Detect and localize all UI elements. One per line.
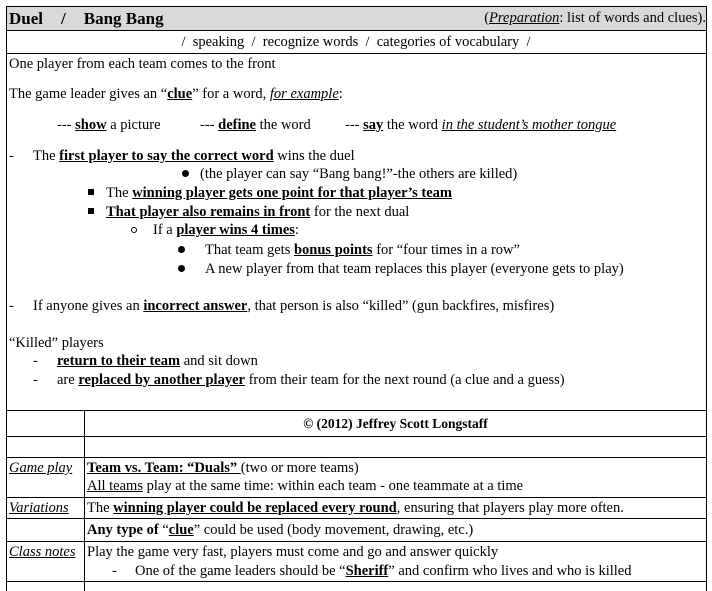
title-separator: / (61, 9, 66, 28)
table-column-divider (84, 410, 85, 591)
point-line: The winning player gets one point for that player’s team (106, 185, 452, 201)
table-border-right (706, 6, 707, 591)
preparation-label: Preparation (489, 10, 560, 26)
bullet-dot-icon (178, 246, 185, 253)
table-line (6, 518, 707, 519)
clue-line: The game leader gives an “clue” for a word, for example: (9, 86, 343, 102)
bullet-ring-icon (131, 227, 137, 233)
variation-line-1: The winning player could be replaced every round, ensuring that players play more often. (87, 500, 624, 516)
bonus-line: That team gets bonus points for “four times in a row” (205, 242, 520, 258)
remain-line: That player also remains in front for the next dual (106, 204, 410, 220)
table-line (6, 541, 707, 542)
bullet-dot-icon (182, 170, 189, 177)
intro-line: One player from each team comes to the front (9, 56, 276, 72)
table-line (6, 581, 707, 582)
four-wins-line: If a player wins 4 times: (153, 222, 299, 238)
clue-term: clue (167, 86, 193, 102)
killed-replaced-line: are replaced by another player from their team for the next round (a clue and a guess) (57, 372, 565, 388)
option-say: --- say the word in the student’s mother tongue (345, 117, 617, 133)
killed-heading: “Killed” players (9, 335, 104, 351)
option-define: --- define the word (200, 117, 311, 133)
notes-line-2: One of the game leaders should be “Sheriff” and confirm who lives and who is killed (135, 563, 632, 579)
table-line (6, 457, 707, 458)
example-term: for example (269, 86, 339, 102)
bang-bang-note: (the player can say “Bang bang!”-the others are killed) (200, 166, 518, 182)
bullet-square-icon (88, 189, 94, 195)
killed-dash: - (33, 353, 38, 369)
variation-line-2: Any type of “clue” could be used (body movement, drawing, etc.) (87, 522, 474, 538)
bullet-dot-icon (178, 265, 185, 272)
table-border-top (6, 6, 707, 7)
rule-first-player: The first player to say the correct word wins the duel (33, 148, 355, 164)
incorrect-answer-line: If anyone gives an incorrect answer, that person is also “killed” (gun backfires, misfires) (33, 298, 555, 314)
gameplay-line-1: Team vs. Team: “Duals” (two or more teams) (87, 460, 359, 476)
preparation-note: (Preparation: list of words and clues). (484, 10, 706, 26)
table-line (6, 53, 707, 54)
bullet-square-icon (88, 208, 94, 214)
copyright: © (2012) Jeffrey Scott Longstaff (303, 416, 488, 431)
table-line (6, 30, 707, 31)
rule-dash: - (9, 148, 14, 164)
title-alt-name: Bang Bang (83, 9, 164, 28)
notes-dash: - (112, 563, 117, 579)
row-label-game-play: Game play (9, 460, 73, 476)
skills-line: / speaking / recognize words / categories of vocabulary / (181, 34, 531, 50)
rule-dash: - (9, 298, 14, 314)
killed-dash: - (33, 372, 38, 388)
table-border-left (6, 6, 7, 591)
gameplay-line-2: All teams play at the same time: within each team - one teammate at a time (87, 478, 524, 494)
page-title (9, 9, 164, 29)
row-label-variations: Variations (9, 500, 69, 516)
row-label-class-notes: Class notes (9, 544, 76, 560)
title-name: Duel (9, 9, 43, 28)
killed-return-line: return to their team and sit down (57, 353, 258, 369)
option-show: --- show a picture (57, 117, 161, 133)
new-player-line: A new player from that team replaces this player (everyone gets to play) (205, 261, 624, 277)
table-line (6, 497, 707, 498)
table-line (6, 410, 707, 411)
notes-line-1: Play the game very fast, players must come and go and answer quickly (87, 544, 499, 560)
table-line (6, 436, 707, 437)
